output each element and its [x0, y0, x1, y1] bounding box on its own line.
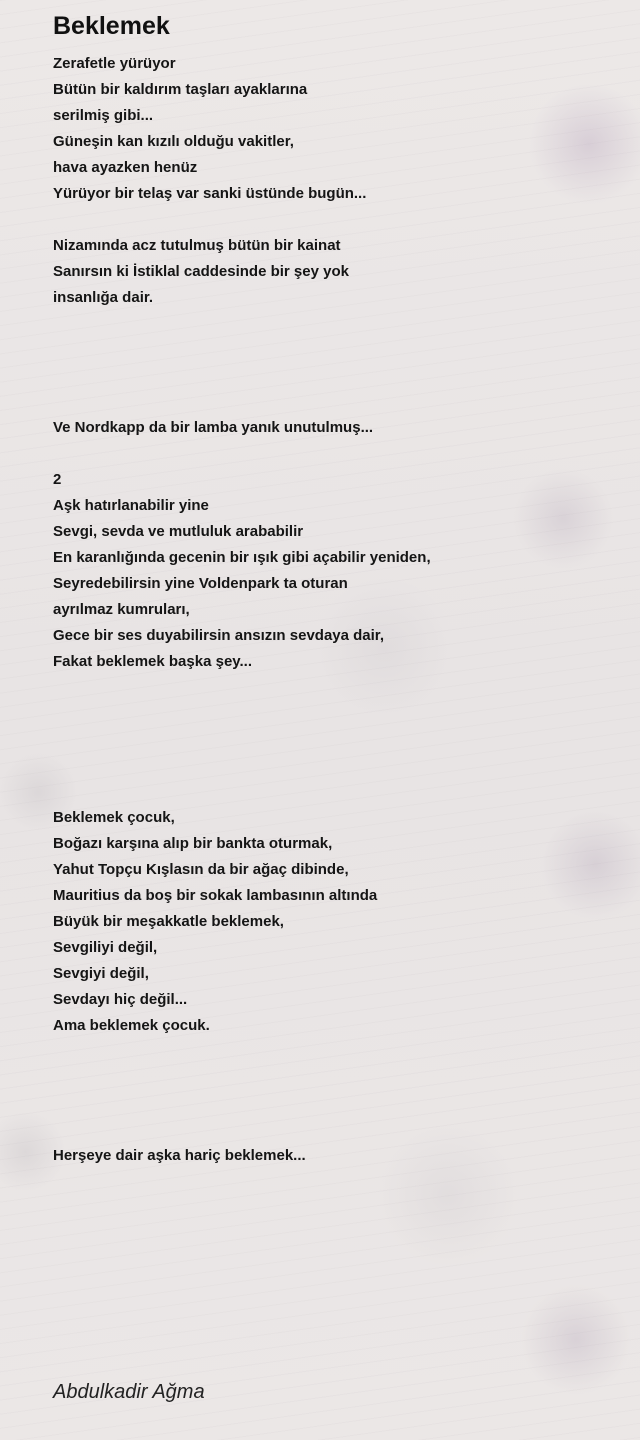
poem-line: Sanırsın ki İstiklal caddesinde bir şey yok [53, 263, 349, 280]
poem-line: Boğazı karşına alıp bir bankta oturmak, [53, 835, 333, 852]
poem-body [53, 51, 613, 1169]
stanza-break [53, 1065, 613, 1091]
poem-line: Mauritius da boş bir sokak lambasının altında [53, 887, 378, 904]
poem-line: Ve Nordkapp da bir lamba yanık unutulmuş... [53, 419, 374, 436]
poem-author: Abdulkadir Ağma [53, 1381, 205, 1403]
poem-line: Büyük bir meşakkatle beklemek, [53, 913, 284, 930]
poem-title: Beklemek [53, 12, 170, 40]
stanza-break [53, 753, 613, 779]
stanza-break [53, 701, 613, 727]
stanza-break [53, 441, 613, 467]
stanza-break [53, 1039, 613, 1065]
poem-line: Seyredebilirsin yine Voldenpark ta oturan [53, 575, 348, 592]
poem-line: Sevdayı hiç değil... [53, 991, 188, 1008]
stanza-break [53, 207, 613, 233]
poem-line: Nizamında acz tutulmuş bütün bir kainat [53, 237, 341, 254]
stanza-break [53, 779, 613, 805]
stanza-break [53, 363, 613, 389]
stanza-break [53, 337, 613, 363]
poem-line: Güneşin kan kızılı olduğu vakitler, [53, 133, 294, 150]
poem-line: Yürüyor bir telaş var sanki üstünde bugün... [53, 185, 367, 202]
poem-line: Aşk hatırlanabilir yine [53, 497, 209, 514]
poem-line: Sevgiliyi değil, [53, 939, 158, 956]
stanza-break [53, 311, 613, 337]
poem-line: insanlığa dair. [53, 289, 154, 306]
poem-line: serilmiş gibi... [53, 107, 154, 124]
poem-line: En karanlığında gecenin bir ışık gibi açabilir yeniden, [53, 549, 431, 566]
stanza-break [53, 389, 613, 415]
poem-line: Herşeye dair aşka hariç beklemek... [53, 1147, 306, 1164]
poem-line: Zerafetle yürüyor [53, 55, 176, 72]
stanza-break [53, 675, 613, 701]
poem-line: Fakat beklemek başka şey... [53, 653, 253, 670]
poem-line: Sevgi, sevda ve mutluluk arababilir [53, 523, 304, 540]
stanza-break [53, 1091, 613, 1117]
poem-line: 2 [53, 471, 62, 488]
poem-line: ayrılmaz kumruları, [53, 601, 190, 618]
poem-line: Ama beklemek çocuk. [53, 1017, 210, 1034]
poem-line: Sevgiyi değil, [53, 965, 149, 982]
poem-line: Bütün bir kaldırım taşları ayaklarına [53, 81, 308, 98]
stanza-break [53, 727, 613, 753]
poem-line: Gece bir ses duyabilirsin ansızın sevdaya dair, [53, 627, 384, 644]
poem-line: Yahut Topçu Kışlasın da bir ağaç dibinde, [53, 861, 349, 878]
poem-line: Beklemek çocuk, [53, 809, 175, 826]
poem-line: hava ayazken henüz [53, 159, 198, 176]
stanza-break [53, 1117, 613, 1143]
